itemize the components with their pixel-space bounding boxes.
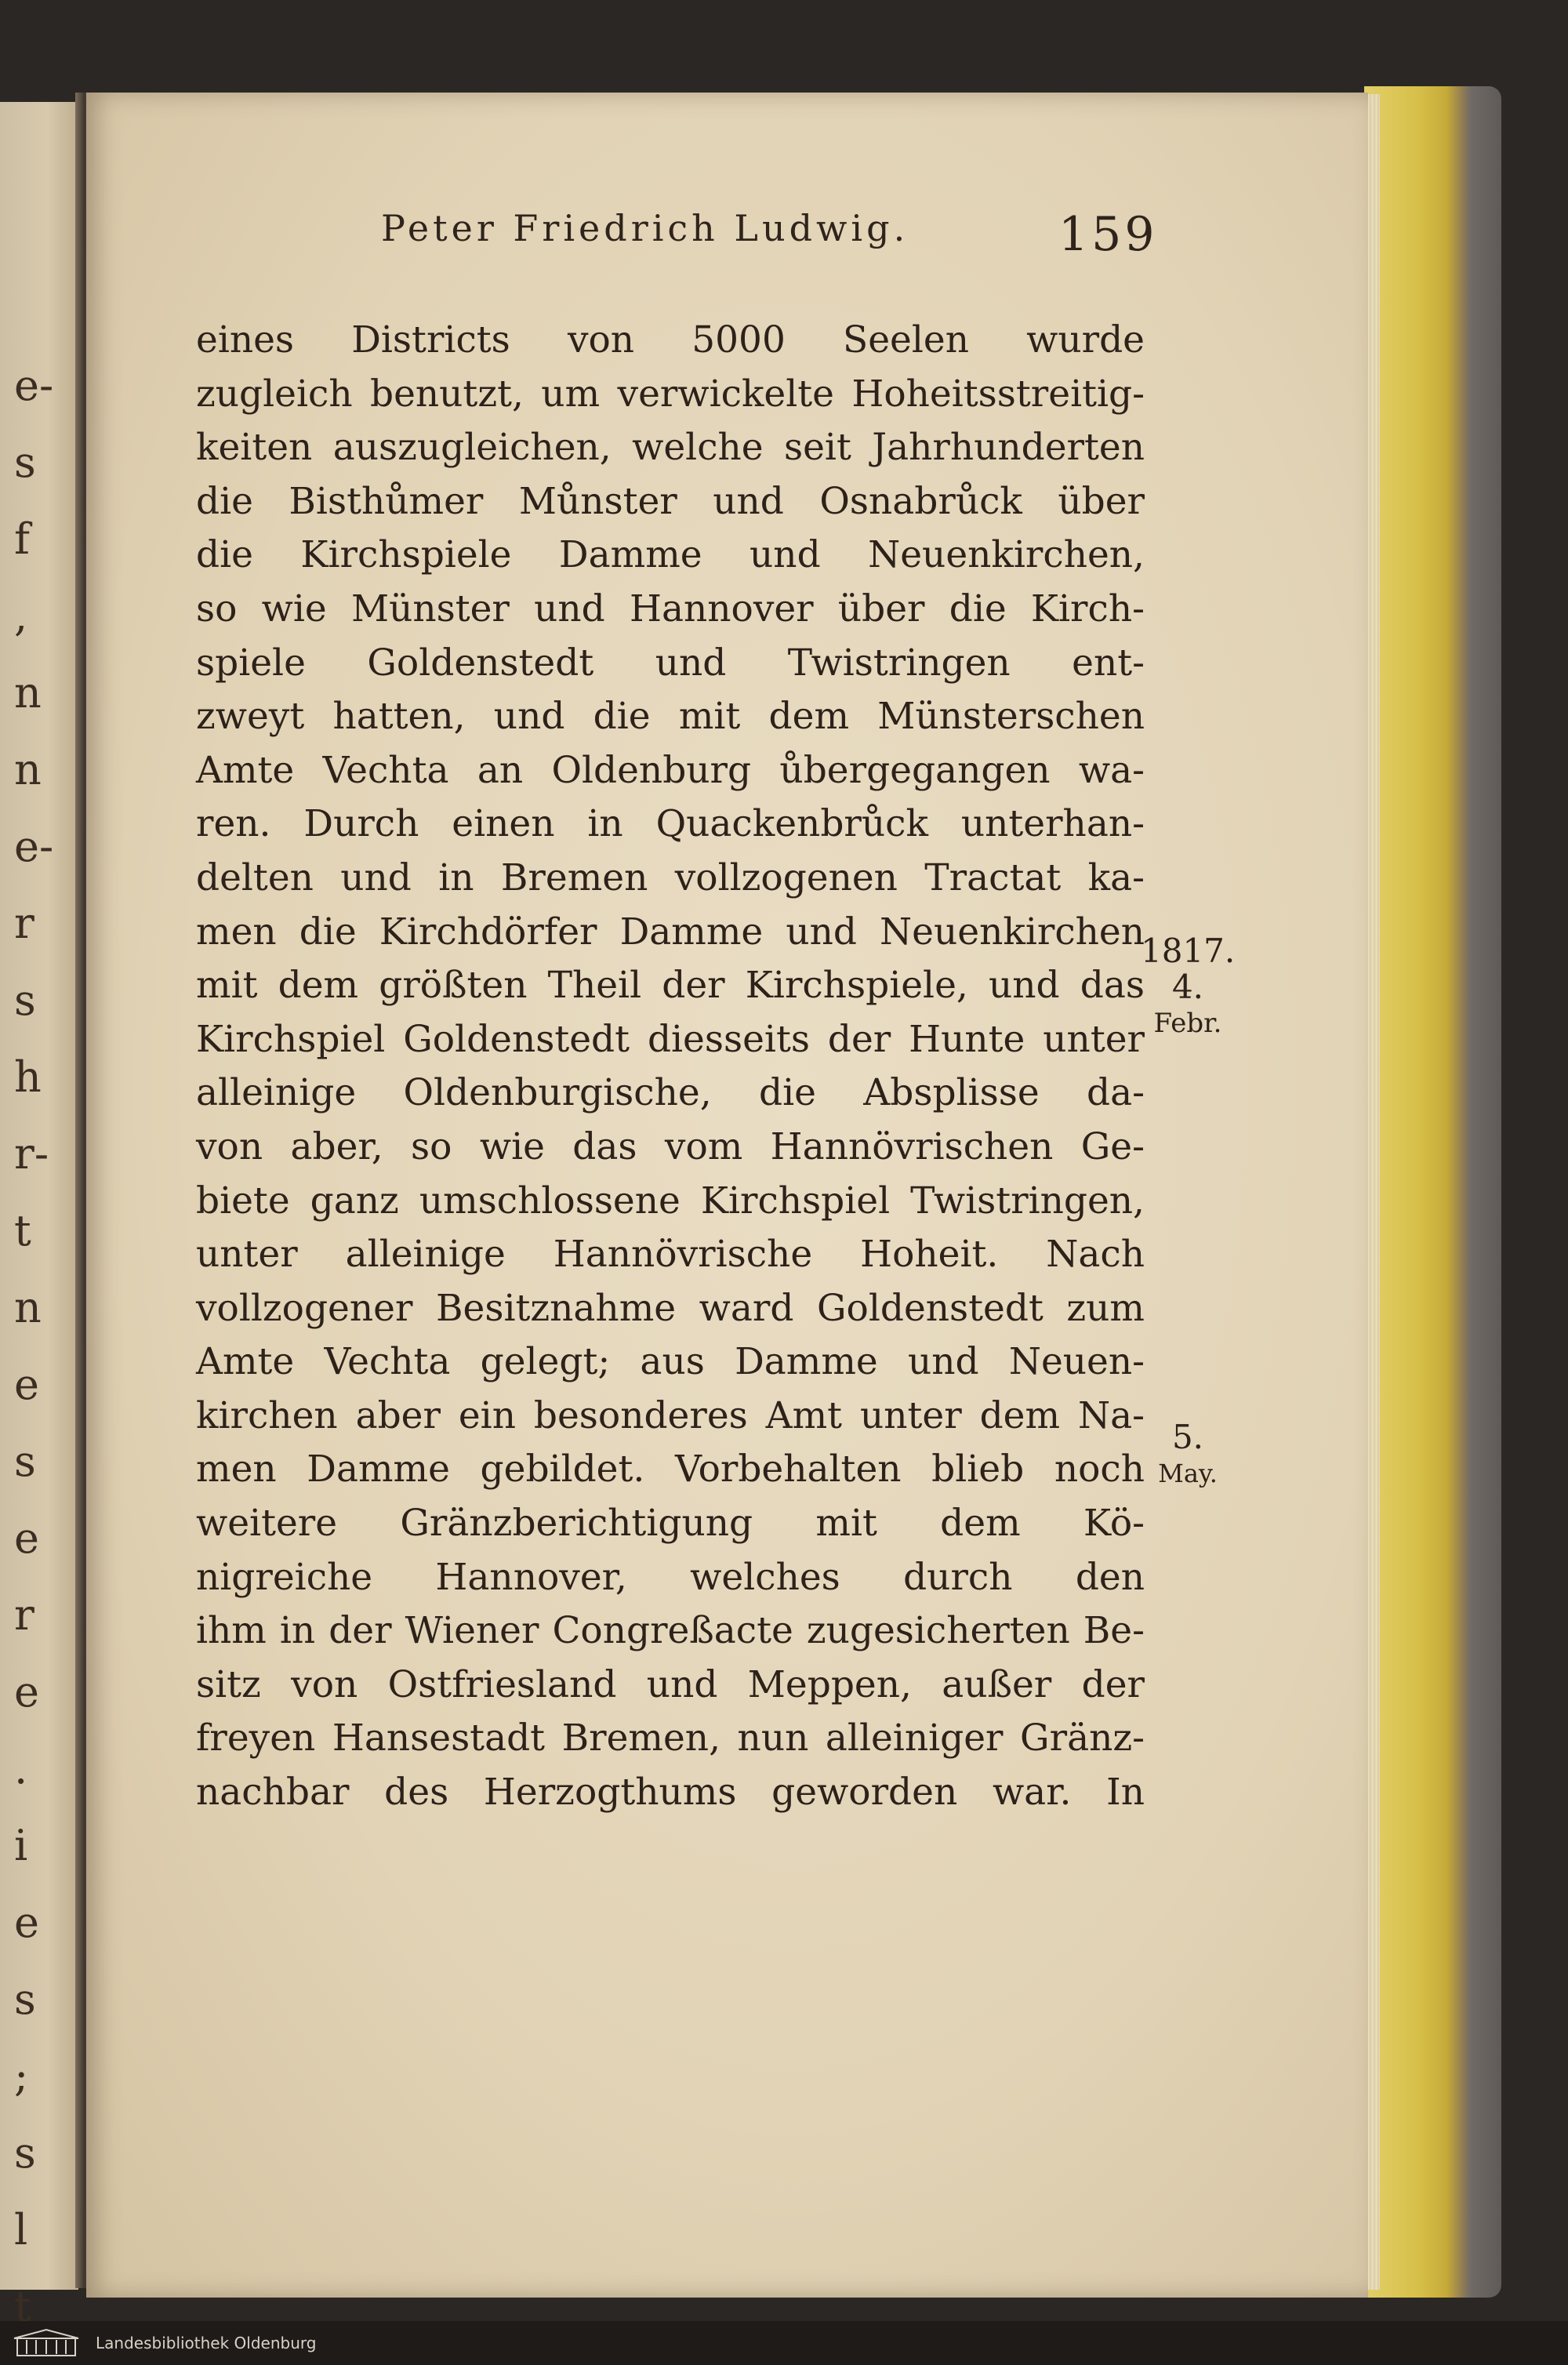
left-page-fragment: l bbox=[14, 2205, 28, 2254]
text-line: biete ganz umschlossene Kirchspiel Twistringen, bbox=[196, 1179, 1145, 1222]
text-line: kirchen aber ein besonderes Amt unter dem Na- bbox=[196, 1393, 1145, 1437]
margin-note-day: 4. bbox=[1171, 968, 1204, 1006]
margin-note-year: 1817. bbox=[1141, 932, 1236, 970]
left-page-fragment: n bbox=[14, 1283, 42, 1332]
text-line: ihm in der Wiener Congreßacte zugesicherten Be- bbox=[196, 1609, 1145, 1653]
book-cover-edge bbox=[1364, 86, 1501, 2298]
left-page-fragment: h bbox=[14, 1052, 42, 1102]
text-line: spiele Goldenstedt und Twistringen ent- bbox=[196, 641, 1145, 685]
left-page-fragment: t bbox=[14, 2282, 31, 2321]
left-page-edge bbox=[0, 102, 78, 2321]
left-page-fragment: n bbox=[14, 668, 42, 717]
text-line: zugleich benutzt, um verwickelte Hoheitsstreitig- bbox=[196, 372, 1145, 416]
text-line: mit dem größten Theil der Kirchspiele, und das bbox=[196, 964, 1145, 1008]
margin-note-date-may bbox=[1152, 1419, 1223, 1491]
margin-note-day: 5. bbox=[1171, 1418, 1204, 1456]
left-page-fragment: e- bbox=[14, 361, 54, 410]
text-line: men die Kirchdörfer Damme und Neuenkirchen bbox=[196, 910, 1145, 954]
text-line: delten und in Bremen vollzogenen Tractat ka- bbox=[196, 856, 1145, 899]
text-line: die Bisthůmer Můnster und Osnabrůck über bbox=[196, 479, 1145, 523]
left-page-fragment: n bbox=[14, 745, 42, 794]
text-line: zweyt hatten, und die mit dem Münsterschen bbox=[196, 695, 1145, 739]
text-line: weitere Gränzberichtigung mit dem Kö- bbox=[196, 1502, 1145, 1546]
left-page-fragment: f bbox=[14, 514, 30, 564]
left-page-fragment: r- bbox=[14, 1129, 49, 1179]
text-line: eines Districts von 5000 Seelen wurde bbox=[196, 318, 1145, 361]
margin-note-month: May. bbox=[1158, 1459, 1218, 1488]
text-line: men Damme gebildet. Vorbehalten blieb noch bbox=[196, 1448, 1145, 1491]
footer-bar bbox=[0, 2321, 1568, 2365]
left-page-fragment: r bbox=[14, 899, 34, 948]
left-page-fragment: s bbox=[14, 438, 36, 487]
text-line: Kirchspiel Goldenstedt diesseits der Hunte unter bbox=[196, 1017, 1145, 1061]
text-line: nigreiche Hannover, welches durch den bbox=[196, 1555, 1145, 1599]
text-line: sitz von Ostfriesland und Meppen, außer der bbox=[196, 1662, 1145, 1706]
left-page-fragment: e bbox=[14, 1898, 39, 1947]
text-line: keiten auszugleichen, welche seit Jahrhunderten bbox=[196, 426, 1145, 470]
running-head: Peter Friedrich Ludwig. bbox=[381, 207, 909, 249]
library-building-icon bbox=[11, 2327, 82, 2359]
left-page-fragment: e bbox=[14, 1667, 39, 1717]
text-line: von aber, so wie das vom Hannövrischen Ge- bbox=[196, 1124, 1145, 1168]
left-page-fragment: r bbox=[14, 1590, 34, 1640]
text-line: nachbar des Herzogthums geworden war. In bbox=[196, 1771, 1145, 1815]
left-page-fragment: s bbox=[14, 1437, 36, 1486]
text-line: unter alleinige Hannövrische Hoheit. Nach bbox=[196, 1233, 1145, 1277]
left-page-fragment: s bbox=[14, 1974, 36, 2024]
margin-note-date-1817 bbox=[1141, 933, 1235, 1041]
text-line: freyen Hansestadt Bremen, nun alleiniger Gränz- bbox=[196, 1717, 1145, 1760]
left-page-fragment: e- bbox=[14, 822, 54, 871]
text-line: Amte Vechta an Oldenburg ůbergegangen wa- bbox=[196, 748, 1145, 792]
text-line: ren. Durch einen in Quackenbrůck unterhan- bbox=[196, 802, 1145, 846]
left-page-fragment: ; bbox=[14, 2051, 29, 2101]
left-page-fragment: , bbox=[14, 591, 28, 641]
left-page-fragment: e bbox=[14, 1360, 39, 1409]
text-line: Amte Vechta gelegt; aus Damme und Neuen- bbox=[196, 1340, 1145, 1384]
left-page-fragment: s bbox=[14, 975, 36, 1025]
left-page-fragment: . bbox=[14, 1744, 28, 1793]
left-page-fragment: e bbox=[14, 1513, 39, 1563]
text-line: vollzogener Besitznahme ward Goldenstedt zum bbox=[196, 1286, 1145, 1330]
library-name: Landesbibliothek Oldenburg bbox=[96, 2334, 317, 2352]
page-number: 159 bbox=[1058, 207, 1158, 262]
left-page-fragment: t bbox=[14, 1206, 31, 1255]
margin-note-month: Febr. bbox=[1153, 1008, 1222, 1039]
text-line: alleinige Oldenburgische, die Absplisse da- bbox=[196, 1071, 1145, 1115]
left-page-fragment: i bbox=[14, 1821, 28, 1870]
text-line: die Kirchspiele Damme und Neuenkirchen, bbox=[196, 533, 1145, 577]
left-page-fragment: s bbox=[14, 2128, 36, 2178]
text-line: so wie Münster und Hannover über die Kirch- bbox=[196, 587, 1145, 630]
body-text bbox=[196, 314, 1145, 1820]
